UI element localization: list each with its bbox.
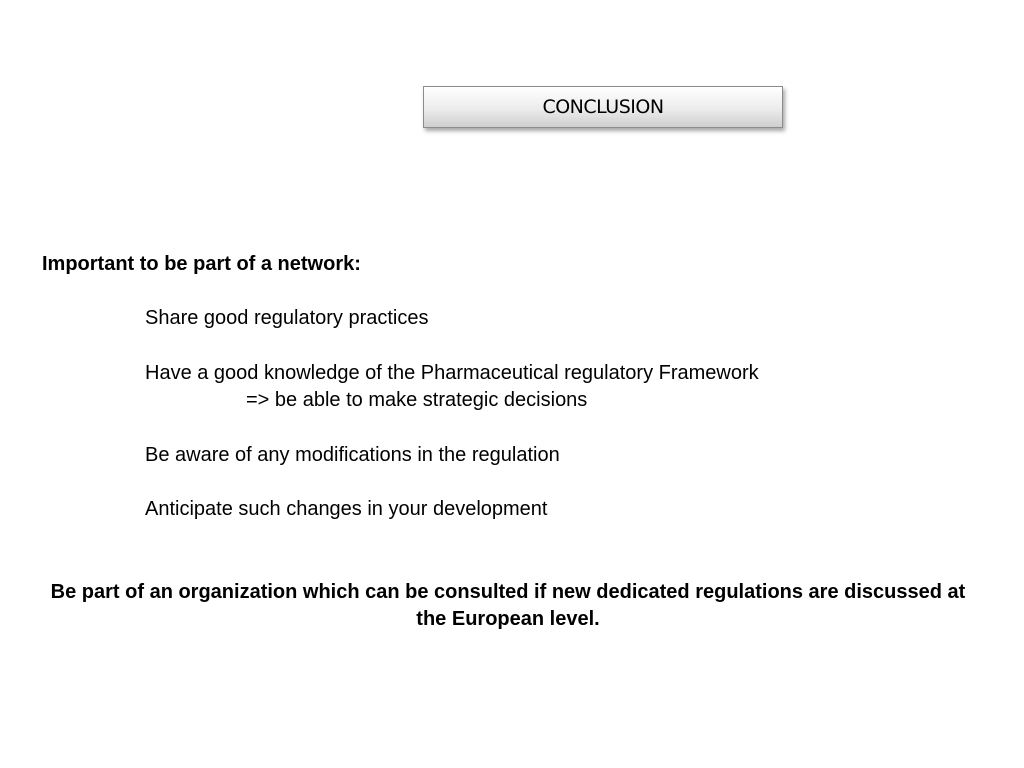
point-aware-modifications: Be aware of any modifications in the regulation: [145, 444, 560, 466]
slide-title: CONCLUSION: [542, 96, 664, 118]
point-knowledge-framework: Have a good knowledge of the Pharmaceutical regulatory Framework: [145, 362, 759, 384]
point-strategic-decisions: => be able to make strategic decisions: [246, 389, 588, 411]
section-heading: Important to be part of a network:: [42, 253, 361, 275]
point-anticipate-changes: Anticipate such changes in your development: [145, 498, 548, 520]
closing-statement: Be part of an organization which can be consulted if new dedicated regulations are discussed at the European level.: [50, 581, 966, 630]
point-share-practices: Share good regulatory practices: [145, 307, 429, 329]
title-box: [423, 86, 783, 128]
